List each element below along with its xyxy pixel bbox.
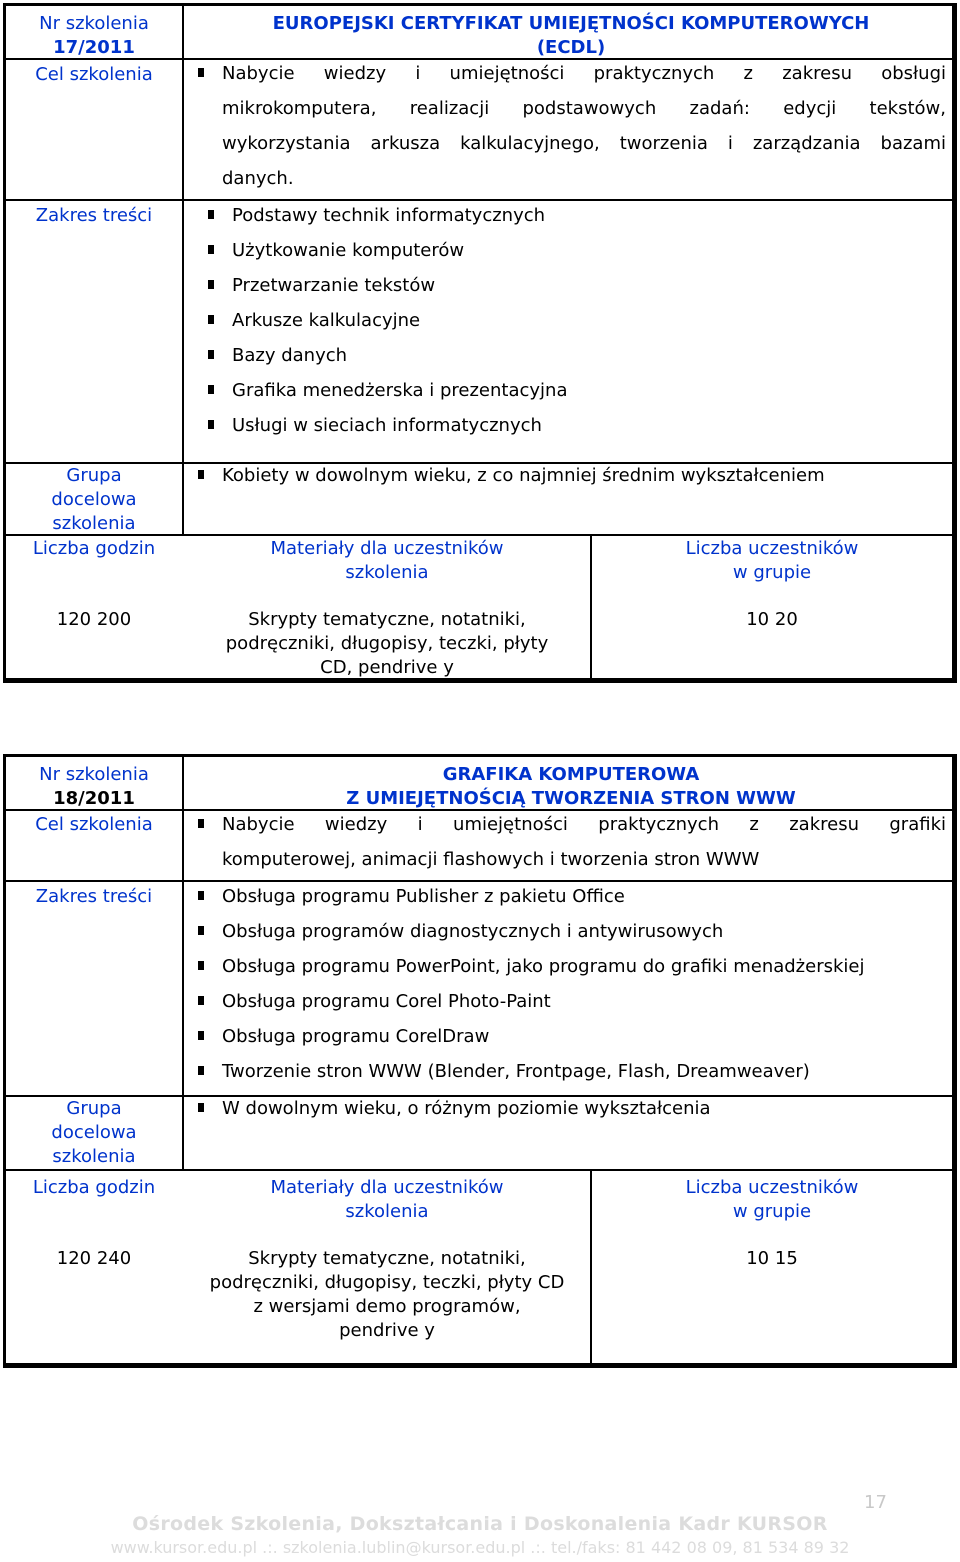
course-title: GRAFIKA KOMPUTEROWA Z UMIEJĘTNOŚCIĄ TWORZENIA STRON WWW — [346, 764, 796, 809]
footer-organization: Ośrodek Szkolenia, Dokształcania i Doskonalenia Kadr KURSOR — [132, 1513, 828, 1535]
page-number: 17 — [864, 1492, 887, 1513]
scope-list — [196, 198, 956, 443]
divider — [182, 757, 184, 1170]
goal-text: Nabycie wiedzy i umiejętności praktycznych z zakresu obsługi mikrokomputera, realizacji podstawowych zadań: edycji tekstów, wykorzystania arkusza kalkulacyjnego, tworzenia i zarządzania bazami danych. — [186, 56, 946, 196]
course-table-17-2011 — [3, 3, 957, 683]
target-group-label: Grupa docelowa szkolenia — [51, 1098, 137, 1167]
bullet-icon — [198, 819, 204, 828]
divider — [6, 1169, 952, 1171]
participants-header: Liczba uczestników w grupie — [685, 538, 859, 583]
materials-value: Skrypty tematyczne, notatniki, podręczniki, długopisy, teczki, płyty CD, pendrive y — [225, 609, 549, 678]
participants-value: 10 20 — [746, 609, 798, 630]
list-item: Bazy danych — [196, 338, 956, 373]
list-item: Grafika menedżerska i prezentacyjna — [196, 373, 956, 408]
footer-contact: www.kursor.edu.pl .:. szkolenia.lublin@kursor.edu.pl .:. tel./faks: 81 442 08 09, 81 534 89 32 — [110, 1538, 850, 1557]
hours-value: 120 240 — [56, 1248, 132, 1269]
list-item: Usługi w sieciach informatycznych — [196, 408, 956, 443]
goal-label: Cel szkolenia — [35, 64, 153, 85]
target-group-list — [186, 1091, 946, 1126]
target-group-list — [186, 458, 946, 493]
course-title: EUROPEJSKI CERTYFIKAT UMIEJĘTNOŚCI KOMPUTEROWYCH (ECDL) — [272, 13, 870, 58]
list-item: Obsługa programu PowerPoint, jako programu do grafiki menadżerskiej — [186, 949, 946, 984]
list-item: Obsługa programu CorelDraw — [186, 1019, 946, 1054]
scope-label: Zakres treści — [35, 205, 153, 226]
target-group-label: Grupa docelowa szkolenia — [51, 465, 137, 534]
course-number-label: Nr szkolenia 17/2011 — [39, 13, 149, 58]
hours-header: Liczba godzin — [32, 1177, 156, 1198]
list-item: Podstawy technik informatycznych — [196, 198, 956, 233]
list-item: Tworzenie stron WWW (Blender, Frontpage, Flash, Dreamweaver) — [186, 1054, 946, 1089]
hours-header: Liczba godzin — [32, 538, 156, 559]
list-item: W dowolnym wieku, o różnym poziomie wykształcenia — [186, 1091, 946, 1126]
course-table-18-2011 — [3, 754, 957, 1368]
course-number-label: Nr szkolenia 18/2011 — [39, 764, 149, 809]
goal-text: Nabycie wiedzy i umiejętności praktycznych z zakresu grafiki komputerowej, animacji flashowych i tworzenia stron WWW — [186, 807, 946, 877]
divider — [182, 6, 184, 535]
list-item: Arkusze kalkulacyjne — [196, 303, 956, 338]
list-item: Przetwarzanie tekstów — [196, 268, 956, 303]
list-item: Obsługa programu Publisher z pakietu Office — [186, 879, 946, 914]
list-item: Użytkowanie komputerów — [196, 233, 956, 268]
materials-value: Skrypty tematyczne, notatniki, podręczniki, długopisy, teczki, płyty CD z wersjami demo programów, pendrive y — [209, 1248, 565, 1341]
list-item: Obsługa programów diagnostycznych i antywirusowych — [186, 914, 946, 949]
participants-header: Liczba uczestników w grupie — [685, 1177, 859, 1222]
scope-label: Zakres treści — [35, 886, 153, 907]
list-item: Kobiety w dowolnym wieku, z co najmniej średnim wykształceniem — [186, 458, 946, 493]
materials-header: Materiały dla uczestników szkolenia — [270, 1177, 504, 1222]
participants-value: 10 15 — [746, 1248, 798, 1269]
list-item: Obsługa programu Corel Photo-Paint — [186, 984, 946, 1019]
materials-header: Materiały dla uczestników szkolenia — [270, 538, 504, 583]
hours-value: 120 200 — [56, 609, 132, 630]
scope-list — [186, 879, 946, 1089]
bullet-icon — [198, 68, 204, 77]
goal-label: Cel szkolenia — [35, 814, 153, 835]
